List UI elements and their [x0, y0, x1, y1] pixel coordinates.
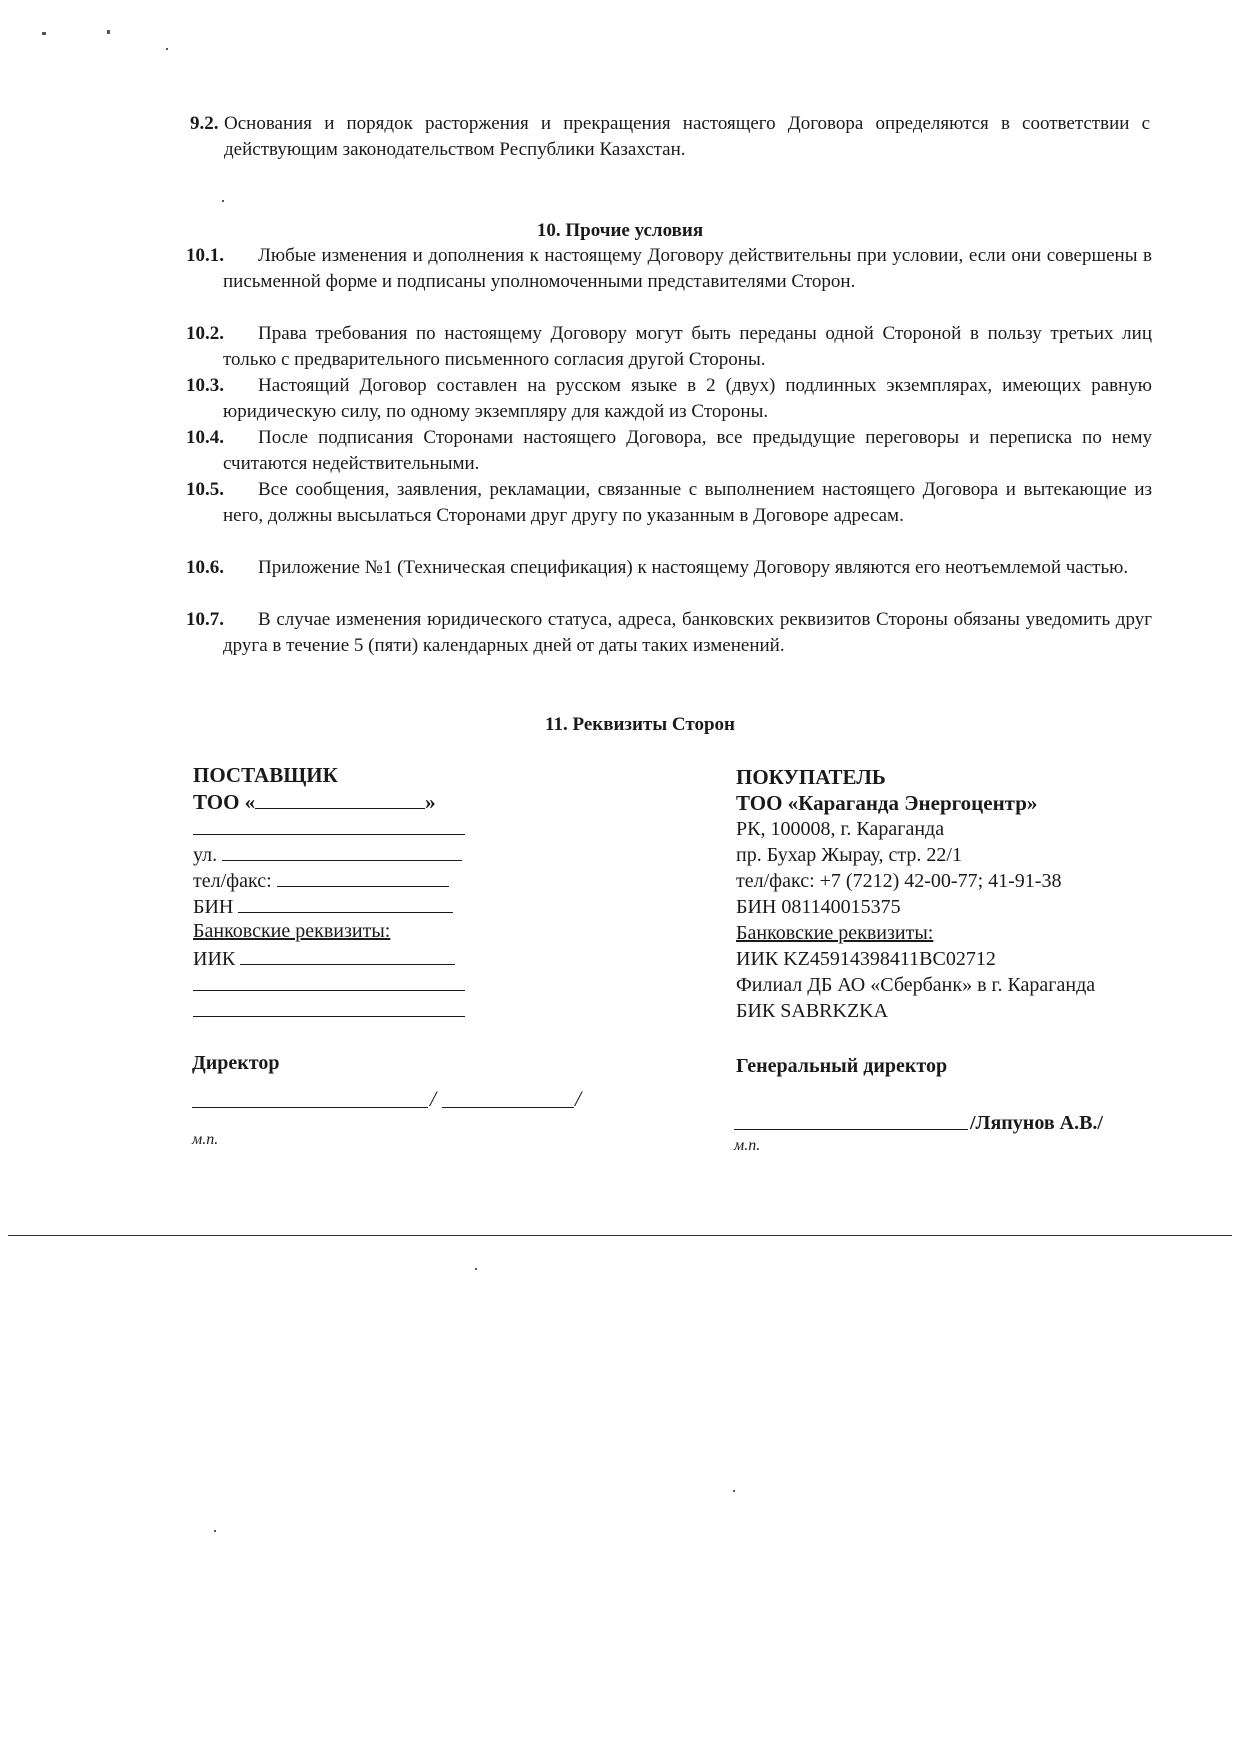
- clause-number: 10.4.: [186, 427, 224, 448]
- signature-slash: /: [575, 1086, 582, 1111]
- supplier-stamp-place: м.п.: [192, 1131, 219, 1148]
- buyer-iik: ИИК KZ45914398411BC02712: [736, 948, 996, 970]
- clause-text: Приложение №1 (Техническая спецификация) к настоящему Договору являются его неотъемлемой частью.: [258, 557, 1129, 578]
- supplier-bank-label: Банковские реквизиты:: [193, 920, 391, 942]
- supplier-blank-line: [193, 970, 465, 996]
- blank-line: [193, 970, 465, 991]
- clause-9-2: [190, 111, 1150, 163]
- clause-number: 10.3.: [186, 375, 224, 396]
- scan-speck: [475, 1268, 477, 1270]
- bin-label: БИН: [193, 896, 234, 918]
- blank-line: [193, 996, 465, 1017]
- clause-number: 10.7.: [186, 609, 224, 630]
- buyer-phone: тел/факс: +7 (7212) 42-00-77; 41-91-38: [736, 870, 1062, 892]
- buyer-address-1: РК, 100008, г. Караганда: [736, 818, 945, 840]
- buyer-details: [736, 764, 1095, 1024]
- blank-line: [193, 814, 465, 835]
- clause-text: После подписания Сторонами настоящего Договора, все предыдущие переговоры и переписка по нему считаются недействительными.: [223, 427, 1152, 474]
- clause-text: Права требования по настоящему Договору могут быть переданы одной Стороной в пользу третьих лиц только с предварительного письменного согласия другой Стороны.: [223, 323, 1152, 370]
- buyer-signer-title: Генеральный директор: [736, 1055, 948, 1077]
- phone-blank: [277, 866, 449, 887]
- buyer-signature-line: [734, 1129, 968, 1130]
- scan-speck: [214, 1530, 216, 1532]
- buyer-address-2: пр. Бухар Жырау, стр. 22/1: [736, 844, 962, 866]
- buyer-company: ТОО «Караганда Энергоцентр»: [736, 791, 1038, 815]
- company-name-blank: [255, 788, 425, 809]
- signature-slash: /: [430, 1086, 437, 1111]
- bin-blank: [238, 892, 453, 913]
- section-10-title: 10. Прочие условия: [536, 220, 704, 241]
- iik-label: ИИК: [193, 948, 236, 970]
- clause-text: Любые изменения и дополнения к настоящему Договору действительны при условии, если они совершены в письменной форме и подписаны уполномоченными представителями Сторон.: [223, 245, 1152, 292]
- scan-speck: [107, 30, 110, 34]
- scan-speck: [166, 48, 168, 50]
- supplier-signature-line: [192, 1107, 428, 1108]
- clause-10-7: [186, 607, 1152, 659]
- buyer-signer-name: /Ляпунов А.В./: [970, 1112, 1103, 1134]
- clause-number: 10.2.: [186, 323, 224, 344]
- scan-speck: [42, 32, 46, 35]
- scan-speck: [733, 1490, 735, 1492]
- clause-number: 10.1.: [186, 245, 224, 266]
- clause-10-5: [186, 477, 1152, 529]
- supplier-company-line: [193, 788, 465, 814]
- supplier-bin-line: [193, 892, 465, 918]
- footer-rule: [8, 1235, 1232, 1236]
- clause-text: Настоящий Договор составлен на русском языке в 2 (двух) подлинных экземплярах, имеющих равную юридическую силу, по одному экземпляру для каждой из Стороны.: [223, 375, 1152, 422]
- clause-10-4: [186, 425, 1152, 477]
- buyer-bik: БИК SABRKZKA: [736, 1000, 889, 1022]
- company-prefix: ТОО «: [193, 790, 256, 814]
- clause-10-3: [186, 373, 1152, 425]
- supplier-signer-title: Директор: [192, 1052, 280, 1074]
- company-suffix: »: [425, 790, 436, 814]
- clause-10-6: [186, 555, 1152, 581]
- clause-number: 9.2.: [190, 113, 219, 134]
- clause-10-1: [186, 243, 1152, 295]
- buyer-bank-name: Филиал ДБ АО «Сбербанк» в г. Караганда: [736, 974, 1096, 996]
- clause-text: Все сообщения, заявления, рекламации, связанные с выполнением настоящего Договора и вытекающие из него, должны высылаться Сторонами друг другу по указанным в Договоре адресам.: [223, 479, 1152, 526]
- clause-number: 10.5.: [186, 479, 224, 500]
- supplier-phone-line: [193, 866, 465, 892]
- supplier-name-line: [442, 1107, 574, 1108]
- street-label: ул.: [193, 844, 218, 866]
- iik-blank: [240, 944, 455, 965]
- clause-text: Основания и порядок расторжения и прекращения настоящего Договора определяются в соответствии с действующим законодательством Республики Казахстан.: [224, 113, 1150, 160]
- supplier-details: [193, 762, 465, 1022]
- street-blank: [222, 840, 462, 861]
- supplier-street-line: [193, 840, 465, 866]
- phone-label: тел/факс:: [193, 870, 272, 892]
- scan-speck: [222, 200, 224, 202]
- clause-text: В случае изменения юридического статуса, адреса, банковских реквизитов Стороны обязаны уведомить друг друга в течение 5 (пяти) календарных дней от даты таких изменений.: [223, 609, 1152, 656]
- supplier-blank-line: [193, 996, 465, 1022]
- supplier-iik-line: [193, 944, 465, 970]
- buyer-role: ПОКУПАТЕЛЬ: [736, 765, 886, 789]
- clause-number: 10.6.: [186, 557, 224, 578]
- clause-10-2: [186, 321, 1152, 373]
- buyer-bin: БИН 081140015375: [736, 896, 901, 918]
- buyer-bank-label: Банковские реквизиты:: [736, 922, 934, 944]
- supplier-role: ПОСТАВЩИК: [193, 763, 338, 787]
- supplier-blank-line: [193, 814, 465, 840]
- buyer-stamp-place: м.п.: [734, 1137, 761, 1154]
- section-11-title: 11. Реквизиты Сторон: [545, 714, 735, 735]
